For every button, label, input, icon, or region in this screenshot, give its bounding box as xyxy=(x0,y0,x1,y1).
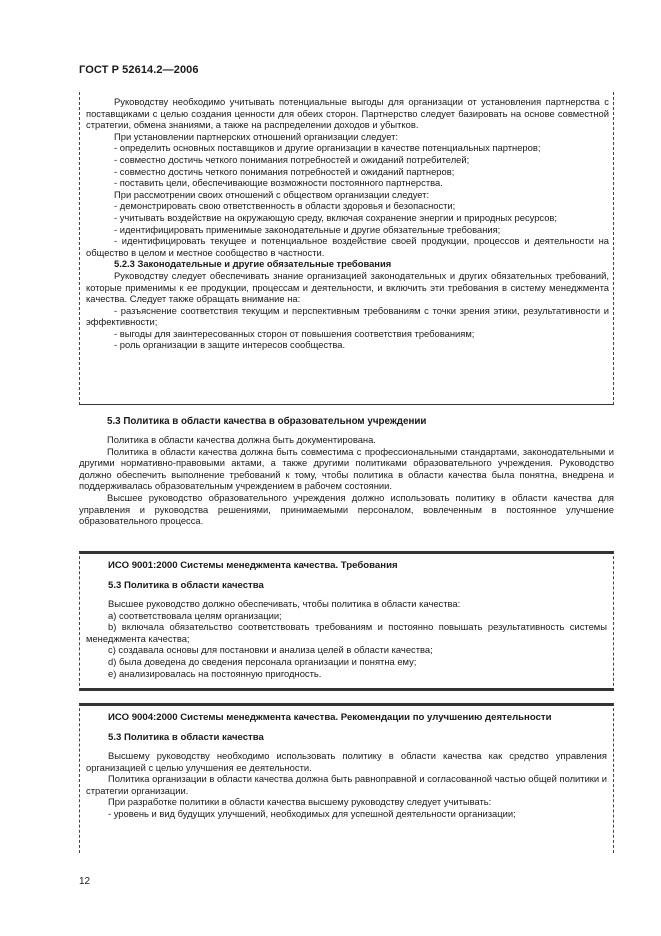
list-item: - роль организации в защите интересов сообщества. xyxy=(114,339,346,351)
list-item: - демонстрировать свою ответственность в области здоровья и безопасности; xyxy=(114,200,456,212)
list-item: - уровень и вид будущих улучшений, необходимых для успешной деятельности организации; xyxy=(108,807,516,819)
list-item: - совместно достичь четкого понимания потребностей и ожиданий потребителей; xyxy=(114,153,470,165)
list-item: - идентифицировать текущее и потенциальное воздействие своей продукции, процессов и деятельности на общество в целом и местное сообщество в частности. xyxy=(86,235,609,258)
paragraph: При разработке политики в области качества высшему руководству следует учитывать: xyxy=(108,796,492,808)
list-item: - определить основных поставщиков и другие организации в качестве потенциальных партнеров; xyxy=(114,142,541,154)
list-item: d) была доведена до сведения персонала организации и понятна ему; xyxy=(108,655,417,667)
paragraph: Руководству необходимо учитывать потенциальные выгоды для организации от установления партнерства с поставщиками с целью создания ценности для обеих сторон. Партнерство следует базировать на основе совместной стратегии, обмена знаниями, а также на распределении доходов и убытков. xyxy=(86,96,609,131)
list-item: - поставить цели, обеспечивающие возможности постоянного партнерства. xyxy=(114,177,443,189)
list-item: - совместно достичь четкого понимания потребностей и ожиданий партнеров; xyxy=(114,165,455,177)
list-item: b) включала обязательство соответствовать требованиям и постоянно повышать результативность системы менеджмента качества; xyxy=(86,621,607,644)
list-item: a) соответствовала целям организации; xyxy=(108,609,282,621)
paragraph: Политика в области качества должна быть совместима с профессиональными стандартами, законодательными и другими нормативно-правовыми актами, а также другими политиками образовательного учреждения. Руководство должно обеспечить выполнение требований к тому, чтобы политика в области качества была понятна, внедрена и поддерживалась образовательным учреждением в рабочем состоянии. xyxy=(79,445,614,492)
paragraph: Руководству следует обеспечивать знание организацией законодательных и других обязательных требований, которые применимы к ее продукции, процессам и деятельности, и включить эти требования в систему менеджмента качества. Следует также обращать внимание на: xyxy=(86,269,609,305)
document-header: ГОСТ Р 52614.2—2006 xyxy=(79,64,199,76)
box-title: ИСО 9001:2000 Системы менеджмента качества. Требования xyxy=(108,560,398,571)
paragraph: Политика в области качества должна быть документирована. xyxy=(107,434,376,445)
box-subtitle: 5.3 Политика в области качества xyxy=(108,580,264,591)
paragraph: При установлении партнерских отношений организации следует: xyxy=(114,130,399,142)
list-item: c) создавала основы для постановки и анализа целей в области качества; xyxy=(108,644,433,656)
paragraph: Политика организации в области качества должна быть равноправной и согласованной частью общей политики и стратегии организации. xyxy=(86,773,607,796)
list-item: e) анализировалась на постоянную пригодность. xyxy=(108,667,322,679)
box-subtitle: 5.3 Политика в области качества xyxy=(108,732,264,743)
section-quality-policy xyxy=(79,416,614,527)
page-number: 12 xyxy=(79,876,91,887)
paragraph: Высшему руководству необходимо использовать политику в области качества как средство управления организацией с целью улучшения ее деятельности. xyxy=(86,750,607,773)
paragraph: Высшее руководство должно обеспечивать, чтобы политика в области качества: xyxy=(108,598,461,609)
list-item: - разъяснение соответствия текущим и перспективным требованиям с точки зрения этики, результативности и эффективности; xyxy=(86,304,609,328)
box-title: ИСО 9004:2000 Системы менеджмента качества. Рекомендации по улучшению деятельности xyxy=(108,712,552,723)
list-item: - учитывать воздействие на окружающую среду, включая сохранение энергии и природных ресурсов; xyxy=(114,211,558,223)
iso-9004-box xyxy=(79,703,614,853)
paragraph: Высшее руководство образовательного учреждения должно использовать политику в области качества для управления и руководства решениями, принимаемыми персоналом, вовлеченным в постоянное улучшение образовательного процесса. xyxy=(79,491,614,527)
partnership-box xyxy=(79,92,614,405)
paragraph: При рассмотрении своих отношений с обществом организации следует: xyxy=(114,188,430,200)
subsection-title: 5.2.3 Законодательные и другие обязательные требования xyxy=(114,258,392,270)
iso-9001-box xyxy=(79,551,614,691)
list-item: - выгоды для заинтересованных сторон от повышения соответствия требованиям; xyxy=(114,327,475,339)
section-title: 5.3 Политика в области качества в образовательном учреждении xyxy=(107,416,427,427)
list-item: - идентифицировать применимые законодательные и другие обязательные требования; xyxy=(114,223,501,235)
